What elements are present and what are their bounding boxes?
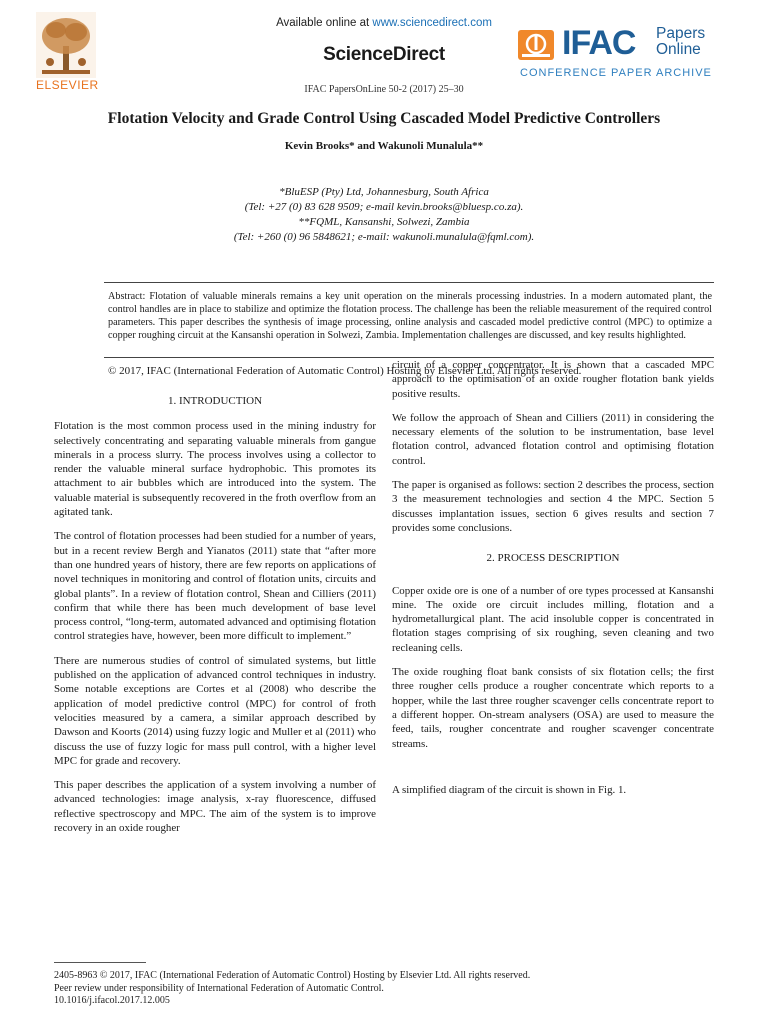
abstract: Abstract: Flotation of valuable minerals remains a key unit operation on the minerals processing industries. In a modern automated plant, the control handles are in place to stabilize and optimize the flotation process. The challenge has been the reliable measurement of the required control parameters. This paper describes the synthesis of image processing, online analysis and cascaded model predictive control (MPC) to optimize a copper roughing circuit at the Kansanshi operation in Solwezi, Zambia. Implementation challenges are discussed, and key results highlighted. — [108, 291, 712, 341]
right-column — [392, 358, 714, 807]
affiliation-2: **FQML, Kansanshi, Solwezi, Zambia — [298, 216, 470, 228]
available-online-line — [0, 17, 768, 29]
process-paragraph: The oxide roughing float bank consists of six flotation cells; the first three rougher cells produce a rougher concentrate which reports to a hopper, while the last three rougher scavenger cells concentrate report to a different hopper. On-stream analysers (OSA) are used to measure the feed, tails, rougher concentrate and rougher scavenger concentrate streams. — [392, 666, 714, 750]
available-prefix: Available online at — [276, 17, 373, 29]
section-heading-process-description: 2. PROCESS DESCRIPTION — [486, 552, 620, 565]
footer-doi[interactable]: 10.1016/j.ifacol.2017.12.005 — [54, 995, 170, 1006]
intro-paragraph: The control of flotation processes had been studied for a number of years, but in a recent review Bergh and Yianatos (2011) state that “after more than one hundred years of history, there are few reports on applications of novel techniques in monitoring and control of flotation units, circuits and global plants”. In a review of flotation control, Shean and Cilliers (2011) confirm that while there has been much development of base level process control, “long-term, automated advanced and optimising flotation control strategies have, however, been more difficult to implement.” — [54, 530, 376, 643]
footer-issn-line: 2405-8963 © 2017, IFAC (International Federation of Automatic Control) Hosting by Elsevier Ltd. All rights reserved. — [54, 970, 531, 981]
intro-paragraph: We follow the approach of Shean and Cilliers (2011) in considering the necessary elements of the solution to be instrumentation, base level flotation control, advanced flotation control and optimising flotation control. — [392, 411, 714, 467]
papers-online-wordmark — [656, 26, 705, 58]
paper-title: Flotation Velocity and Grade Control Using Cascaded Model Predictive Controllers — [107, 110, 661, 127]
figure-reference-paragraph: A simplified diagram of the circuit is shown in Fig. 1. — [392, 783, 627, 796]
section-heading-introduction: 1. INTRODUCTION — [167, 395, 263, 407]
elsevier-wordmark: ELSEVIER — [36, 78, 99, 92]
affiliation-1: *BluESP (Pty) Ltd, Johannesburg, South Africa — [279, 186, 489, 198]
footer-rule — [54, 962, 146, 963]
authors: Kevin Brooks* and Wakunoli Munalula** — [284, 140, 484, 152]
online-label: Online — [656, 41, 701, 58]
copyright-notice: © 2017, IFAC (International Federation of Automatic Control) Hosting by Elsevier Ltd. All rights reserved. — [108, 365, 582, 377]
sciencedirect-title: ScienceDirect — [323, 44, 445, 65]
intro-paragraph: Flotation is the most common process used in the mining industry for selectively concentrating and separating valuable minerals from gangue minerals in a process slurry. The process involves using a collector to render the valuable mineral surface hydrophobic. This promotes its attachment to air bubbles which are introduced into the system. The valuable material is subsequently recovered in the froth overflow from an agitated tank. — [54, 420, 376, 519]
ifac-emblem-icon — [518, 30, 554, 60]
intro-paragraph: The paper is organised as follows: section 2 describes the process, section 3 the measurement technologies and section 4 the MPC. Section 5 discusses implantation issues, section 6 gives results and section 7 provides some conclusions. — [392, 479, 714, 534]
ifac-wordmark: IFAC — [562, 24, 636, 62]
footer-peer-review-line: Peer review under responsibility of International Federation of Automatic Control. — [54, 982, 384, 994]
affiliation-2-contact: (Tel: +260 (0) 96 5848621; e-mail: wakunoli.munalula@fqml.com). — [233, 231, 535, 243]
intro-paragraph: This paper describes the application of a system involving a number of advanced technologies: image analysis, x-ray fluorescence, diffused reflective spectroscopy and MPC. The aim of the system is to improve recovery in an oxide rougher — [54, 779, 376, 835]
process-paragraph: Copper oxide ore is one of a number of ore types processed at Kansanshi mine. The oxide ore circuit includes milling, flotation and a hydrometallurgical plant. The acid insoluble copper is concentrated in flotation stages comprising of six roughing, seven cleaning and two recleaning cells. — [392, 584, 714, 654]
affiliation-1-contact: (Tel: +27 (0) 83 628 9509; e-mail kevin.brooks@bluesp.co.za). — [244, 201, 524, 213]
journal-reference: IFAC PapersOnLine 50-2 (2017) 25–30 — [304, 84, 464, 95]
intro-paragraph: There are numerous studies of control of simulated systems, but little published on the application of advanced control techniques in industry. Some notable exceptions are Cortes et al (2008) who describe the application of model predictive control (MPC) for control of froth velocities measured by a camera, a similar approach described by Dawson and Koorts (2014) using fuzzy logic and Muller et al (2011) who discuss the use of fuzzy logic for mass pull control, with a higher level MPC for grade and recovery. — [54, 654, 376, 767]
intro-paragraph-continued: circuit of a copper concentrator. It is shown that a cascaded MPC approach to the optimisation of an oxide rougher flotation bank yields positive results. — [392, 359, 714, 400]
footer — [54, 970, 530, 1008]
papers-label: Papers — [656, 25, 706, 42]
sciencedirect-link[interactable]: www.sciencedirect.com — [372, 17, 492, 29]
left-column — [54, 394, 376, 845]
conference-archive-label: CONFERENCE PAPER ARCHIVE — [520, 67, 712, 79]
